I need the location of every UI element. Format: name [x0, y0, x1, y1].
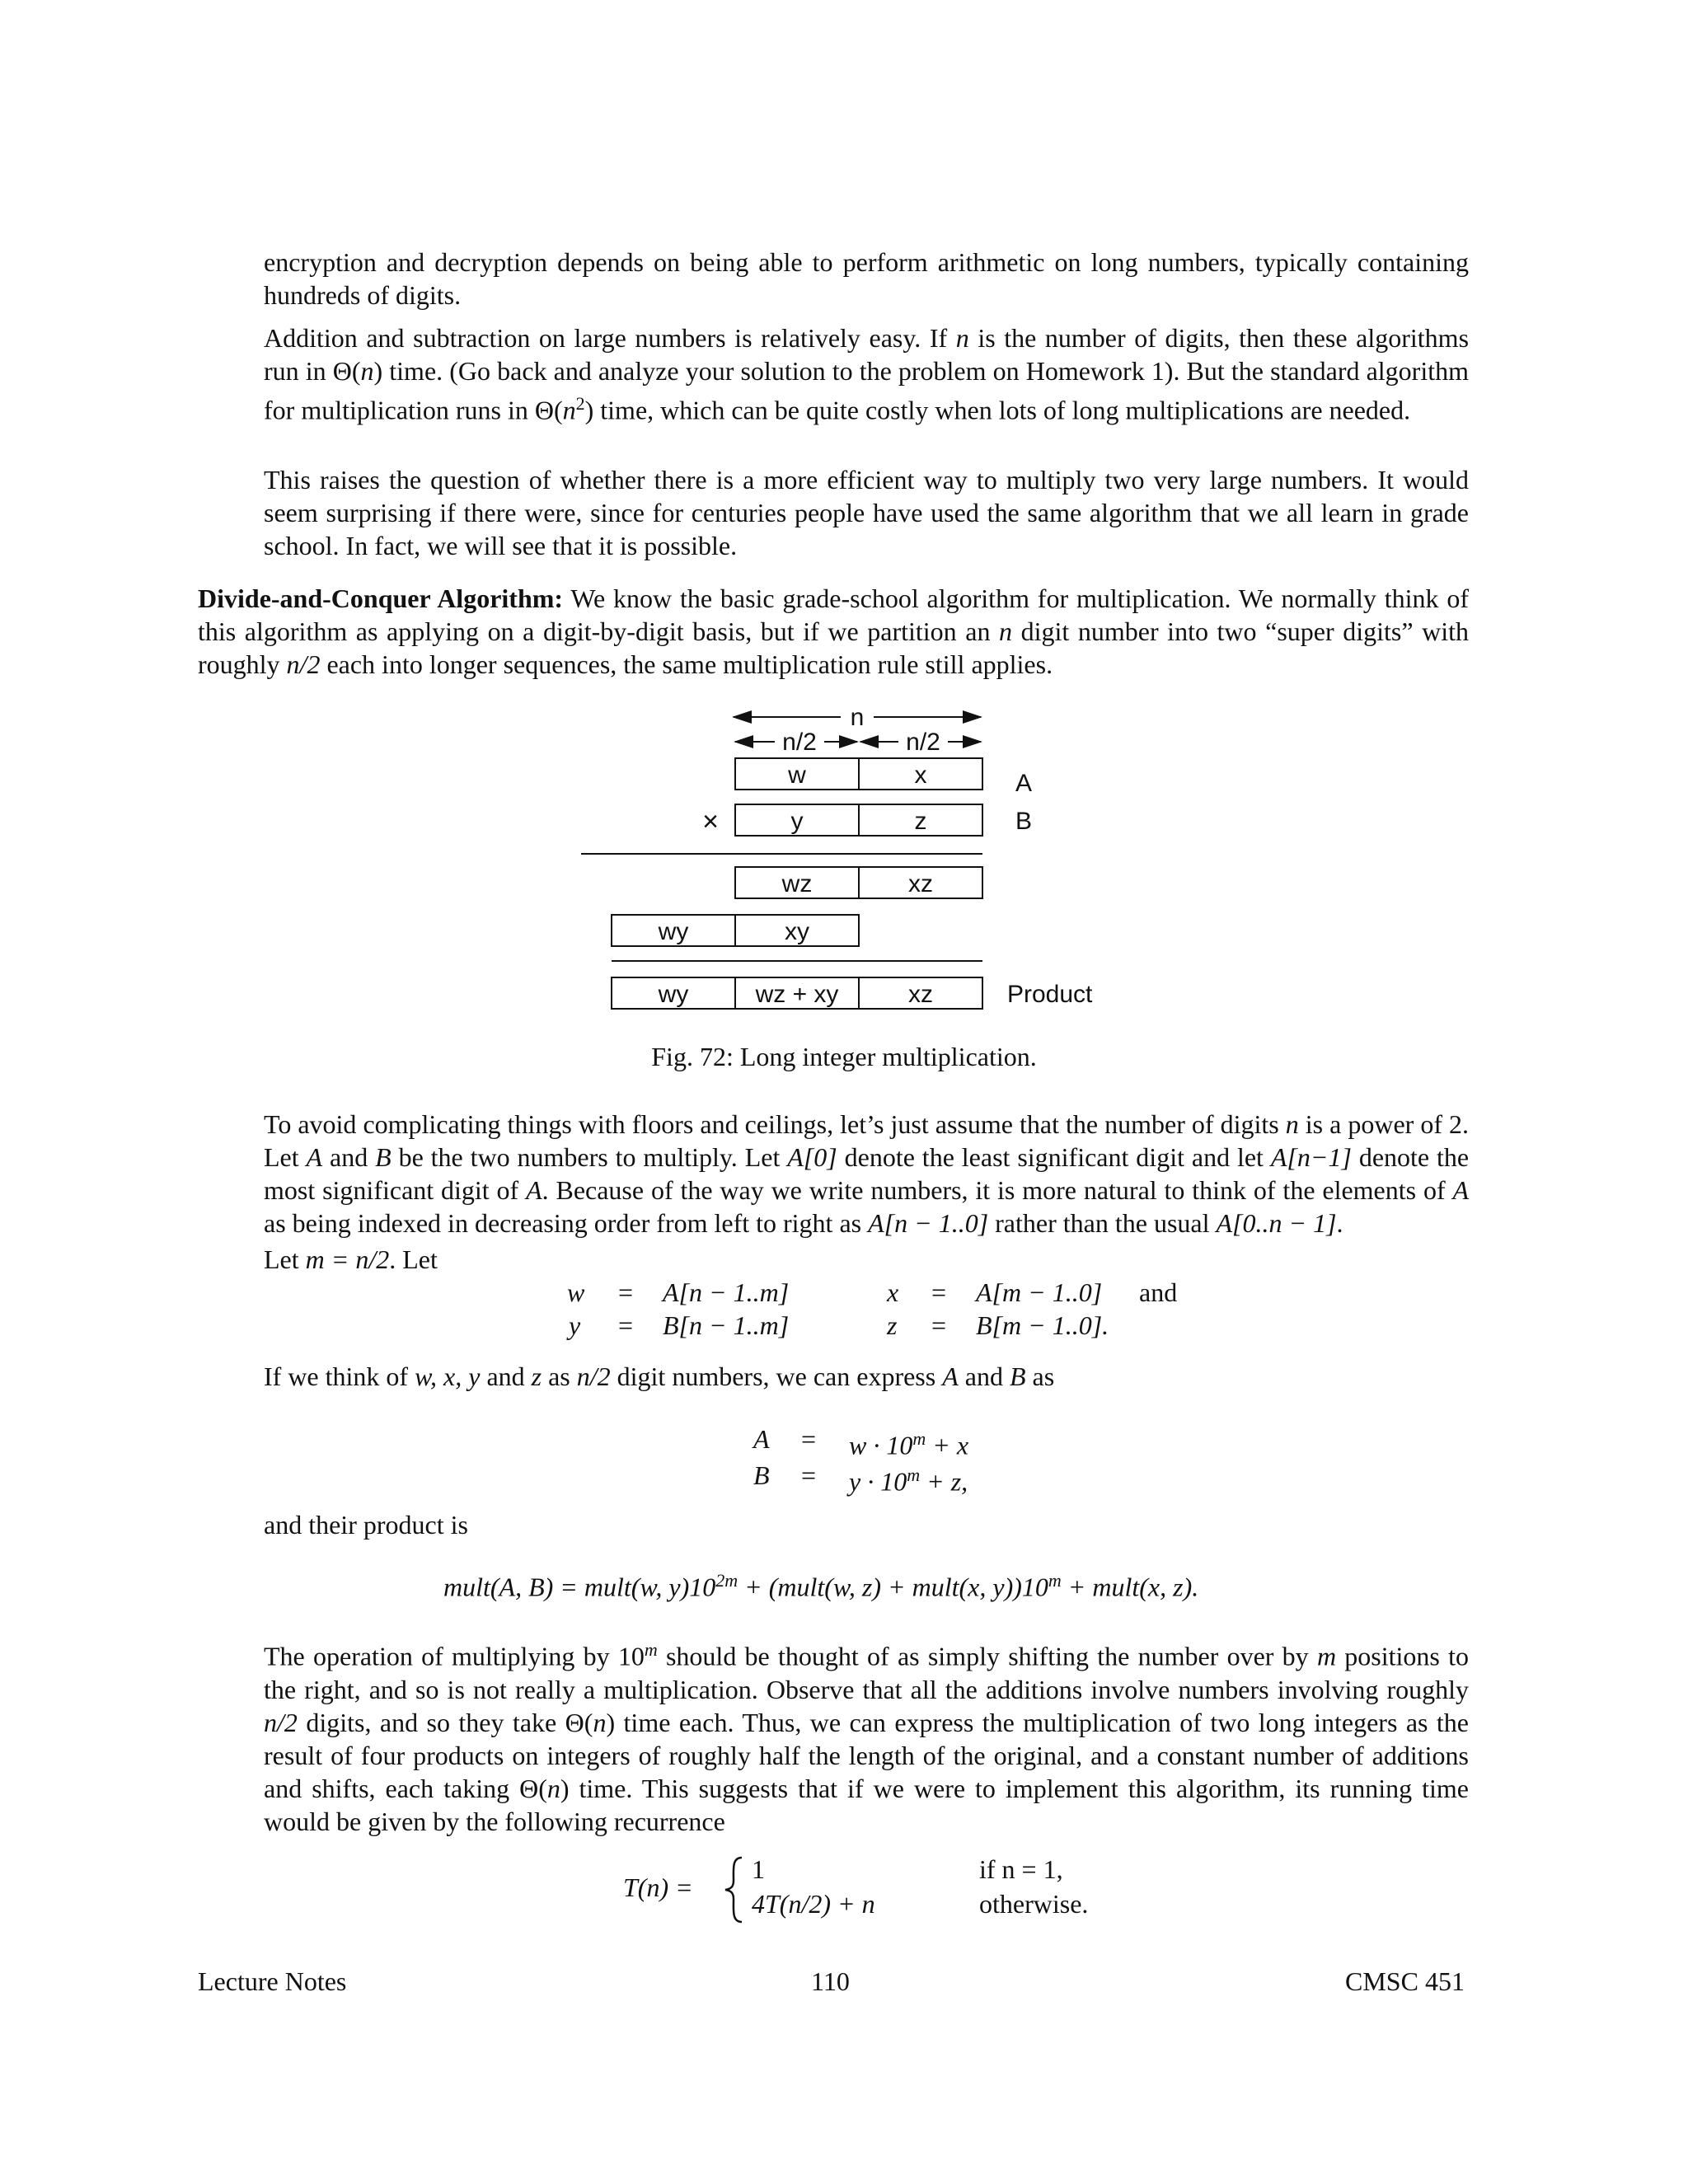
math-b: B [375, 1142, 392, 1172]
product-cell-xz-label: xz [908, 981, 933, 1008]
eq-a-rhs-base: w · 10 [849, 1430, 913, 1460]
math-n: n [562, 395, 576, 425]
text-run: as being indexed in decreasing order from left to right as [264, 1208, 862, 1238]
heading-divide-and-conquer: Divide-and-Conquer Algorithm: [198, 583, 564, 613]
math-a0: A[0] [787, 1142, 837, 1172]
def-z-val: B[m − 1..0]. [976, 1310, 1109, 1340]
cell-w-label: w [788, 762, 806, 789]
eq-b-sup: m [907, 1465, 921, 1485]
half-label-right: n/2 [906, 729, 940, 756]
def-eq4: = [931, 1310, 947, 1340]
figure-long-integer-multiplication [0, 0, 1688, 1071]
text-run: The operation of multiplying by 10 [264, 1641, 645, 1671]
text-run: and [330, 1142, 368, 1172]
product-eq-part2: + (mult(w, z) + mult(x, y))10 [738, 1572, 1048, 1602]
math-m-def: m = n/2 [305, 1244, 390, 1274]
eq-b-lhs: B [753, 1460, 770, 1490]
paragraph-efficient-way: This raises the question of whether there is a more efficient way to multiply two very large numbers. It would seem surprising if there were, since for centuries people have used the same algorithm that we all learn in grade school. In fact, we will see that it is possible. [264, 465, 1469, 560]
text-run: positions to the right, and so is not really a multiplication. Observe that all the additions involve numbers involving roughly [264, 1641, 1470, 1704]
eq-a-tail: + x [926, 1430, 969, 1460]
recurrence-case2: 4T(n/2) + n [752, 1889, 875, 1919]
text-run: is the number of digits, then these algorithms run in Θ( [264, 323, 1470, 386]
math-a: A [942, 1361, 959, 1391]
text-run: Let [264, 1244, 299, 1274]
cell-y-label: y [790, 808, 804, 835]
math-range1: A[n − 1..0] [868, 1208, 989, 1238]
def-eq1: = [618, 1277, 634, 1307]
product-eq-part3: + mult(x, z). [1061, 1572, 1199, 1602]
text-run: If we think of [264, 1361, 409, 1391]
product-eq-part1: mult(A, B) = mult(w, y)10 [443, 1572, 716, 1602]
text-run: ) time. (Go back and analyze your solution to the problem on Homework 1). But the standard algorithm for multiplication runs in Θ( [264, 356, 1470, 425]
def-and: and [1139, 1277, 1178, 1307]
cell-xz-label: xz [908, 870, 933, 898]
math-sup: m [644, 1639, 658, 1660]
math-n: n [546, 1773, 560, 1803]
label-b: B [1015, 808, 1033, 835]
paragraph-encryption-line2: hundreds of digits. [264, 280, 462, 310]
math-half: n/2 [264, 1707, 298, 1737]
text-run: digit number into two “super digits” with roughly [198, 616, 1470, 679]
text-run: ) time, which can be quite costly when lots of long multiplications are needed. [584, 395, 1411, 425]
recurrence-cond1: if n = 1, [979, 1854, 1063, 1884]
eq-a-rhs [849, 1422, 968, 1462]
def-y: y [569, 1310, 581, 1340]
text-run: should be thought of as simply shifting the number over by [665, 1641, 1309, 1671]
math-half: n/2 [576, 1361, 611, 1391]
math-n: n [999, 616, 1013, 646]
text-run: digits, and so they take Θ( [306, 1707, 593, 1737]
footer-right: CMSC 451 [1345, 1966, 1465, 1996]
text-run: . Because of the way we write numbers, it is more natural to think of the elements of [542, 1175, 1446, 1205]
text-run: We know the basic grade-school algorithm for multiplication. We normally think of this algorithm as applying on a digit-by-digit basis, but if we partition an [198, 583, 1470, 646]
let-line [264, 1243, 1469, 1276]
footer-left: Lecture Notes [198, 1966, 347, 1996]
text-run: and [486, 1361, 525, 1391]
math-sup: 2 [575, 393, 585, 414]
math-n: n [593, 1707, 607, 1737]
product-eq-sup1: 2m [715, 1570, 738, 1591]
eq-a-eq: = [801, 1424, 817, 1454]
text-run: and [964, 1361, 1003, 1391]
product-cell-wy-label: wy [658, 981, 689, 1008]
definitions-block [0, 1276, 1688, 1345]
text-run: . Let [389, 1244, 438, 1274]
cell-wz-label: wz [781, 870, 813, 898]
math-vars: w, x, y [415, 1361, 481, 1391]
math-half: n/2 [286, 649, 321, 679]
product-eq-sup2: m [1048, 1570, 1062, 1591]
product-equation-text [443, 1564, 1198, 1604]
n-label: n [850, 704, 865, 731]
math-n: n [955, 323, 969, 353]
text-run: ) time. This suggests that if we were to implement this algorithm, its running time would be given by the following recurrence [264, 1773, 1469, 1836]
text-run: rather than the usual [995, 1208, 1210, 1238]
text-run: is a power of 2. Let [264, 1109, 1470, 1172]
product-equation [0, 1564, 1688, 1601]
text-run: as [1032, 1361, 1055, 1391]
text-run: be the two numbers to multiply. Let [398, 1142, 781, 1172]
label-a: A [1015, 770, 1033, 797]
text-run: as [548, 1361, 570, 1391]
math-range2: A[0..n − 1] [1216, 1208, 1337, 1238]
times-sign: × [702, 806, 719, 837]
cell-wy-label: wy [658, 918, 689, 945]
paragraph-express-a-b [264, 1360, 1469, 1393]
def-x: x [887, 1277, 899, 1307]
math-b: B [1009, 1361, 1026, 1391]
recurrence-cond2: otherwise. [979, 1889, 1089, 1919]
text-run: . [1336, 1208, 1343, 1238]
recurrence-brace [722, 1853, 747, 1927]
def-w: w [567, 1277, 585, 1307]
half-label-left: n/2 [782, 729, 817, 756]
math-an1: A[n−1] [1270, 1142, 1352, 1172]
def-eq2: = [931, 1277, 947, 1307]
def-w-val: A[n − 1..m] [663, 1277, 790, 1307]
cell-xy-label: xy [785, 918, 809, 945]
eq-a-sup: m [912, 1428, 926, 1449]
eq-a-lhs: A [753, 1424, 770, 1454]
paragraph-floors-ceilings [264, 1108, 1469, 1240]
math-a: A [1452, 1175, 1470, 1205]
math-a: A [526, 1175, 542, 1205]
def-eq3: = [618, 1310, 634, 1340]
product-cell-mid-label: wz + xy [755, 981, 839, 1008]
text-run: digit numbers, we can express [617, 1361, 936, 1391]
cell-z-label: z [914, 808, 927, 835]
text-run: denote the least significant digit and let [844, 1142, 1264, 1172]
def-x-val: A[m − 1..0] [976, 1277, 1103, 1307]
ab-equations [0, 1418, 1688, 1497]
eq-b-tail: + z, [920, 1466, 968, 1497]
text-run: denote the most significant digit of [264, 1142, 1470, 1205]
product-intro: and their product is [264, 1510, 468, 1540]
math-m: m [1316, 1641, 1337, 1671]
figure-caption: Fig. 72: Long integer multiplication. [651, 1042, 1037, 1071]
def-z: z [887, 1310, 898, 1340]
math-z: z [531, 1361, 542, 1391]
math-n: n [360, 356, 374, 386]
text-run: To avoid complicating things with floors and ceilings, let’s just assume that the number of digits [264, 1109, 1279, 1139]
product-label: Product [1007, 981, 1093, 1008]
eq-b-rhs [849, 1459, 968, 1498]
recurrence-lhs: T(n) = [623, 1872, 693, 1902]
recurrence-equation [0, 1853, 1688, 1927]
eq-b-eq: = [801, 1460, 817, 1490]
eq-b-rhs-base: y · 10 [849, 1466, 907, 1497]
math-a: A [306, 1142, 323, 1172]
text-run: each into longer sequences, the same multiplication rule still applies. [326, 649, 1053, 679]
paragraph-encryption-line1: encryption and decryption depends on being able to perform arithmetic on long numbers, typically containing [264, 247, 1469, 277]
def-y-val: B[n − 1..m] [663, 1310, 790, 1340]
cell-x-label: x [914, 762, 927, 789]
math-n: n [1285, 1109, 1299, 1139]
text-run: Addition and subtraction on large numbers is relatively easy. If [264, 323, 948, 353]
recurrence-case1: 1 [752, 1854, 765, 1884]
text-run: ) time each. Thus, we can express the multiplication of two long integers as the result of four products on integers of roughly half the length of the original, and a constant number of additions and shifts, each taking Θ( [264, 1707, 1470, 1803]
paragraph-shifting [264, 1633, 1469, 1838]
footer-page-number: 110 [811, 1966, 850, 1996]
